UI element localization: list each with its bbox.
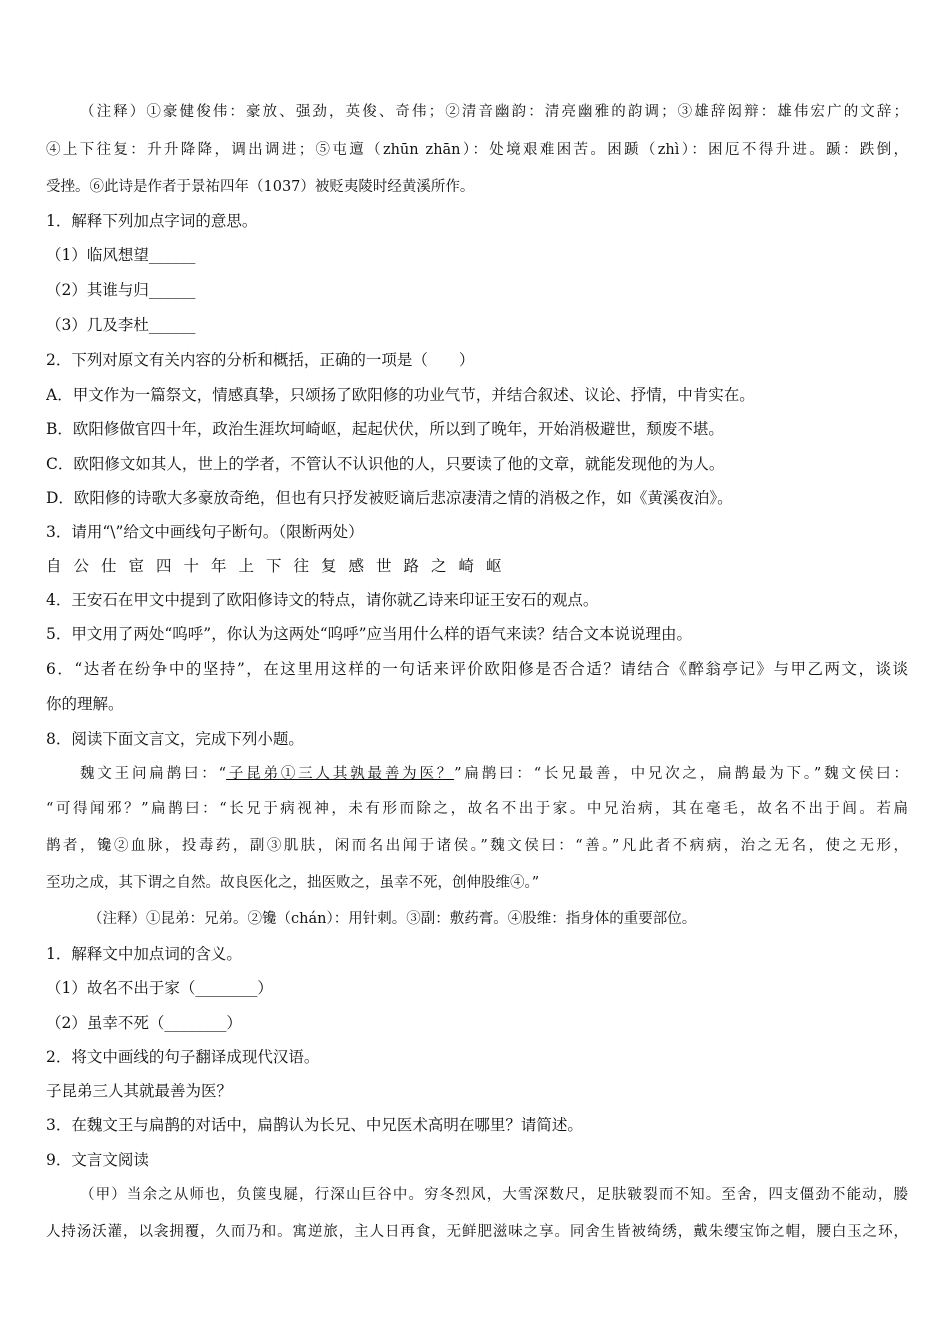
section-9-passage-line-1: （甲）当余之从师也，负箧曳屣，行深山巨谷中。穷冬烈风，大雪深数尺，足肤皲裂而不知。至舍，四支僵劲不能动，媵 xyxy=(80,1187,908,1203)
section-8-note: （注释）①昆弟：兄弟。②镵（chán）：用针刺。③副：敷药膏。④股维：指身体的重要部位。 xyxy=(88,911,697,927)
question-1-title: 1．解释下列加点字词的意思。 xyxy=(46,212,258,230)
question-2-title: 2．下列对原文有关内容的分析和概括，正确的一项是（ ） xyxy=(46,351,475,369)
section-9-passage-line-2: 人持汤沃灌，以衾拥覆，久而乃和。寓逆旅，主人日再食，无鲜肥滋味之享。同舍生皆被绮绣，戴朱缨宝饰之帽，腰白玉之环， xyxy=(46,1224,908,1240)
question-5: 5．甲文用了两处“呜呼”，你认为这两处“呜呼”应当用什么样的语气来读？结合文本说说理由。 xyxy=(46,625,693,643)
question-2-option-d: D．欧阳修的诗歌大多豪放奇绝，但也有只抒发被贬谪后悲凉凄清之情的消极之作，如《黄溪夜泊》。 xyxy=(46,489,733,507)
section-8-question-2-title: 2．将文中画线的句子翻译成现代汉语。 xyxy=(46,1048,320,1066)
note-line-3: 受挫。⑥此诗是作者于景祐四年（1037）被贬夷陵时经黄溪所作。 xyxy=(46,179,475,195)
question-3-sentence: 自公仕宦四十年上下往复感世路之崎岖 xyxy=(46,557,514,575)
note-line-1: （注释）①豪健俊伟：豪放、强劲，英俊、奇伟；②清音幽韵：清亮幽雅的韵调；③雄辞闳辩：雄伟宏广的文辞； xyxy=(80,104,908,120)
question-6-line-2: 你的理解。 xyxy=(46,695,124,713)
question-2-option-b: B．欧阳修做官四十年，政治生涯坎坷崎岖，起起伏伏，所以到了晚年，开始消极避世，颓废不堪。 xyxy=(46,420,724,438)
section-8-passage-line-3: 鹊者，镵②血脉，投毒药，副③肌肤，闲而名出闻于诸侯。”魏文侯曰：“善。”凡此者不病病，治之无名，使之无形， xyxy=(46,838,908,854)
question-2-option-a: A．甲文作为一篇祭文，情感真挚，只颂扬了欧阳修的功业气节，并结合叙述、议论、抒情，中肯实在。 xyxy=(46,386,755,404)
question-4: 4．王安石在甲文中提到了欧阳修诗文的特点，请你就乙诗来印证王安石的观点。 xyxy=(46,591,599,609)
note-line-2: ④上下往复：升升降降，调出调进；⑤屯邅（zhūn zhān）：处境艰难困苦。困踬（zhì）：困厄不得升进。踬：跌倒， xyxy=(46,142,908,158)
section-8-passage-line-1 xyxy=(80,764,908,784)
section-8-question-1-title: 1．解释文中加点词的含义。 xyxy=(46,945,242,963)
question-1-item-1: （1）临风想望______ xyxy=(46,246,196,264)
section-8-question-1-item-2: （2）虽幸不死（________） xyxy=(46,1014,242,1032)
section-8-passage-line-2: “可得闻邪？”扁鹊曰：“长兄于病视神，未有形而除之，故名不出于家。中兄治病，其在毫毛，故名不出于闾。若扁 xyxy=(46,801,908,817)
question-2-option-c: C．欧阳修文如其人，世上的学者，不管认不认识他的人，只要读了他的文章，就能发现他的为人。 xyxy=(46,455,725,473)
section-8-passage-line-4: 至功之成，其下谓之自然。故良医化之，拙医败之，虽幸不死，创伸股维④。” xyxy=(46,875,540,891)
section-8-title: 8．阅读下面文言文，完成下列小题。 xyxy=(46,730,304,748)
section-8-question-2-sentence: 子昆弟三人其就最善为医？ xyxy=(46,1082,233,1100)
question-1-item-2: （2）其谁与归______ xyxy=(46,281,196,299)
question-1-item-3: （3）几及李杜______ xyxy=(46,316,196,334)
question-3-title: 3．请用“\”给文中画线句子断句。（限断两处） xyxy=(46,523,364,541)
passage-text: 魏文王问扁鹊曰：“ xyxy=(80,766,227,782)
section-8-question-3-title: 3．在魏文王与扁鹊的对话中，扁鹊认为长兄、中兄医术高明在哪里？请简述。 xyxy=(46,1116,583,1134)
passage-text: ”扁鹊曰：“长兄最善，中兄次之，扁鹊最为下。”魏文侯曰： xyxy=(454,766,908,782)
underlined-sentence: 子昆弟①三人其孰最善为医？ xyxy=(226,766,455,782)
question-6-line-1: 6．“达者在纷争中的坚持”，在这里用这样的一句话来评价欧阳修是否合适？请结合《醉翁亭记》与甲乙两文，谈谈 xyxy=(46,660,908,678)
section-8-question-1-item-1: （1）故名不出于家（________） xyxy=(46,979,273,997)
section-9-title: 9．文言文阅读 xyxy=(46,1151,149,1169)
